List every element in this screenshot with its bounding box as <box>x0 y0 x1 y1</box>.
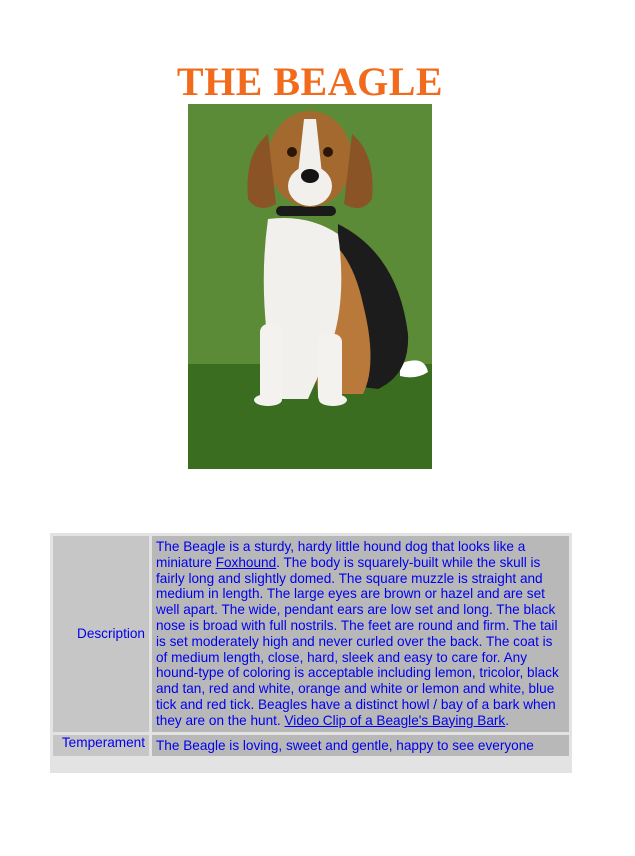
description-text-part: . <box>505 712 509 728</box>
row-label-description: Description <box>53 536 149 732</box>
row-label-temperament: Temperament <box>53 735 149 757</box>
breed-info-table <box>50 533 572 773</box>
page-title: THE BEAGLE <box>176 59 444 104</box>
description-text-part: The Beagle is a sturdy, hardy little hound dog that looks like a miniature <box>156 539 526 570</box>
video-clip-link[interactable]: Video Clip of a Beagle's Baying Bark <box>284 712 506 728</box>
description-text <box>152 536 569 732</box>
beagle-photo <box>188 104 432 469</box>
description-text-part: . The body is squarely-built while the skull is fairly long and slightly domed. The square muzzle is straight and medium in length. The large eyes are brown or hazel and are set well apart. The wide, pendant ears are low set and long. The black nose is broad with full nostrils. The feet are round and firm. The tail is set moderately high and never curled over the back. The coat is of medium length, close, hard, sleek and easy to care for. Any hound-type of coloring is acceptable including lemon, tricolor, black and tan, red and white, orange and white or lemon and white, blue tick and red tick. Beagles have a distinct howl / bay of a bark when they are on the hunt. <box>156 554 559 728</box>
table-row <box>53 536 569 732</box>
temperament-text: The Beagle is loving, sweet and gentle, happy to see everyone <box>152 735 569 757</box>
beagle-illustration <box>188 104 432 469</box>
foxhound-link[interactable]: Foxhound <box>215 554 277 570</box>
table-row <box>53 735 569 757</box>
